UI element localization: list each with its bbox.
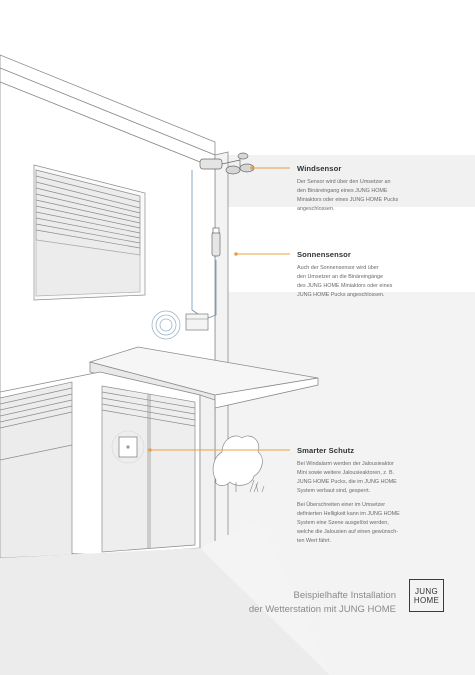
callout-title: Sonnensensor (297, 250, 351, 259)
logo-line: HOME (413, 595, 440, 605)
text-line: welche die Jalousien auf einen gewünsch- (297, 529, 398, 535)
text-line: Bei Windalarm werden der Jalousieaktor (297, 461, 394, 467)
text-line: JUNG HOME Pucks angeschlossen. (297, 292, 385, 298)
sun-sensor (212, 228, 220, 256)
callout-text (297, 178, 447, 214)
text-line: des JUNG HOME Miniaktors oder eines (297, 283, 393, 289)
callout-wind-sensor (297, 164, 447, 214)
text-line: Der Sensor wird über den Umsetzer an (297, 179, 391, 185)
text-line: System eine Szene ausgelöst werden, (297, 520, 389, 526)
text-line: den Binäreingang eines JUNG HOME (297, 188, 388, 194)
callout-smart-protection (297, 446, 447, 546)
text-line: Miniaktors oder eines JUNG HOME Pucks (297, 197, 399, 203)
wall-side-face (215, 152, 228, 550)
glazing-right (102, 386, 195, 552)
text-line: definierten Helligkeit kann im JUNG HOME (297, 511, 400, 517)
callout-sun-sensor (297, 250, 447, 300)
glazing-left (0, 382, 72, 558)
lower-pillar (200, 395, 215, 548)
logo-line: JUNG (415, 586, 438, 596)
text-line: Auch der Sonnensensor wird über (297, 265, 379, 271)
text-line: den Umsetzer an die Binäreingänge (297, 274, 384, 280)
callout-title: Windsensor (297, 164, 342, 173)
caption-line: der Wetterstation mit JUNG HOME (248, 604, 396, 615)
callout-text (297, 264, 447, 300)
text-line: Mini sowie weitere Jalousieaktoren, z. B. (297, 470, 395, 476)
callout-text-2 (297, 501, 447, 546)
caption-line: Beispielhafte Installation (293, 590, 396, 601)
callout-title: Smarter Schutz (297, 446, 355, 455)
callout-text (297, 460, 447, 496)
text-line: System verbaut sind, gesperrt. (297, 488, 371, 494)
text-line: angeschlossen. (297, 206, 335, 212)
text-line: Bei Überschreiten einer im Umsetzer (297, 502, 386, 508)
figure-caption (249, 589, 396, 617)
text-line: ten Wert fährt. (297, 538, 332, 544)
text-line: JUNG HOME Pucks, die im JUNG HOME (297, 479, 397, 485)
jung-home-logo (409, 579, 444, 612)
